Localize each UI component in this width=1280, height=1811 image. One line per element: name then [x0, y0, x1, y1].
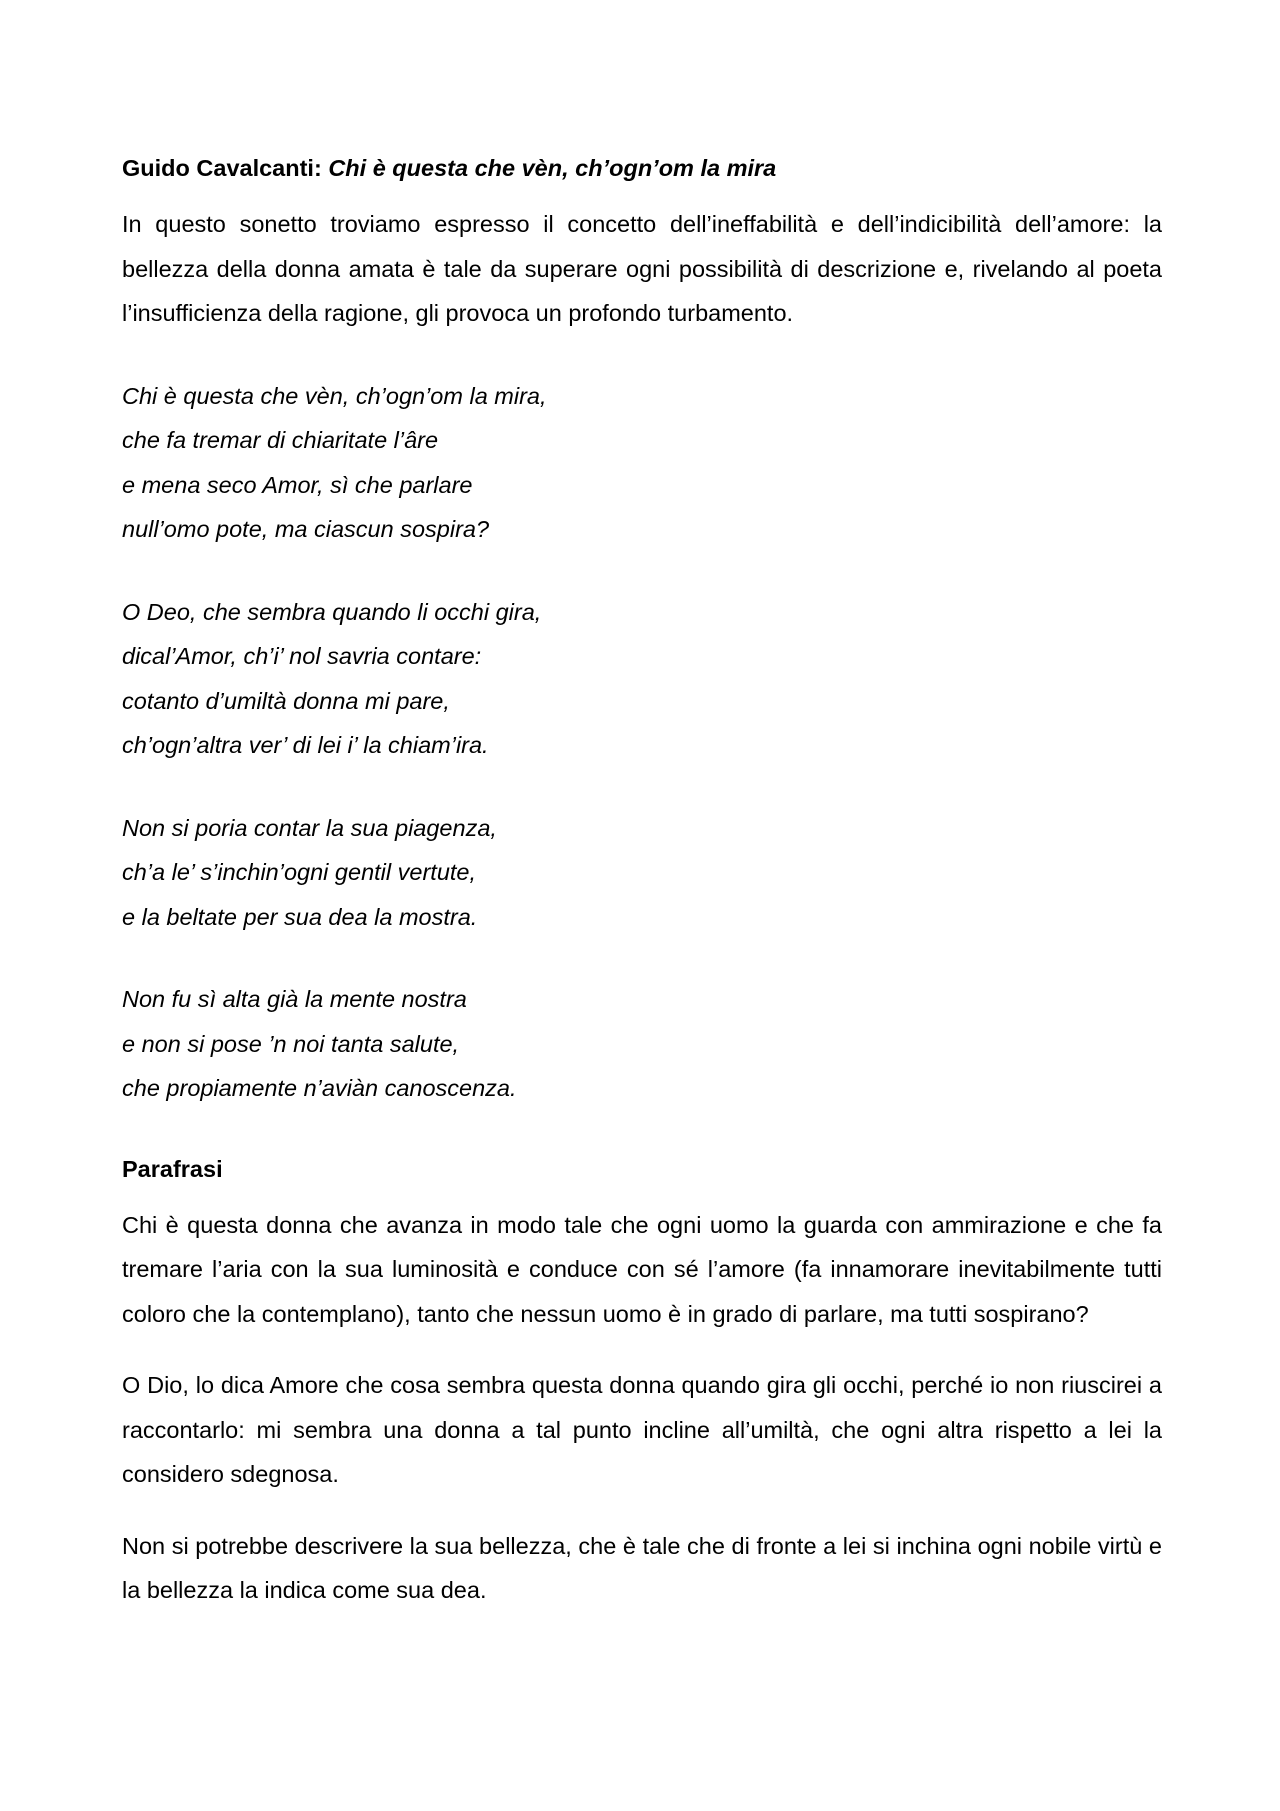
stanza-4	[122, 977, 1162, 1111]
stanza-2	[122, 590, 1162, 768]
verse: ch’a le’ s’inchin’ogni gentil vertute,	[122, 859, 477, 885]
parafrasi-paragraph: Non si potrebbe descrivere la sua bellezza, che è tale che di fronte a lei si inchina ogni nobile virtù e la bellezza la indica come sua dea.	[122, 1532, 1162, 1603]
title-work: Chi è questa che vèn, ch’ogn’om la mira	[328, 155, 777, 181]
verse: cotanto d’umiltà donna mi pare,	[122, 687, 450, 714]
verse: Non fu sì alta già la mente nostra	[122, 986, 467, 1012]
document-title	[122, 148, 1162, 188]
parafrasi-section	[122, 1203, 1162, 1613]
parafrasi-heading: Parafrasi	[122, 1155, 223, 1182]
verse: e non si pose ’n noi tanta salute,	[122, 1030, 460, 1057]
verse: null’omo pote, ma ciascun sospira?	[122, 516, 490, 542]
verse: e mena seco Amor, sì che parlare	[122, 471, 473, 498]
parafrasi-paragraph: O Dio, lo dica Amore che cosa sembra questa donna quando gira gli occhi, perché io non riuscirei a raccontarlo: mi sembra una donna a tal punto incline all’umiltà, che ogni altra rispetto a lei la considero sdegnosa.	[122, 1372, 1162, 1487]
intro-paragraph: In questo sonetto troviamo espresso il concetto dell’ineffabilità e dell’indicibilità dell’amore: la bellezza della donna amata è tale da superare ogni possibilità di descrizione e, rivelando al poeta l’insufficienza della ragione, gli provoca un profondo turbamento.	[122, 211, 1162, 326]
stanza-1	[122, 374, 1162, 552]
document-page	[122, 148, 1162, 1613]
verse: O Deo, che sembra quando li occhi gira,	[122, 598, 542, 625]
verse: dical’Amor, ch’i’ nol savria contare:	[122, 643, 482, 669]
verse: ch’ogn’altra ver’ di lei i’ la chiam’ira.	[122, 732, 489, 758]
verse: che propiamente n’aviàn canoscenza.	[122, 1075, 517, 1101]
verse: Chi è questa che vèn, ch’ogn’om la mira,	[122, 382, 547, 409]
title-author: Guido Cavalcanti:	[122, 155, 322, 181]
verse: e la beltate per sua dea la mostra.	[122, 903, 478, 930]
parafrasi-paragraph: Chi è questa donna che avanza in modo tale che ogni uomo la guarda con ammirazione e che fa tremare l’aria con la sua luminosità e conduce con sé l’amore (fa innamorare inevitabilmente tutti coloro che la contemplano), tanto che nessun uomo è in grado di parlare, ma tutti sospirano?	[122, 1211, 1162, 1327]
poem	[122, 374, 1162, 1111]
stanza-3	[122, 806, 1162, 940]
verse: che fa tremar di chiaritate l’âre	[122, 427, 439, 453]
verse: Non si poria contar la sua piagenza,	[122, 814, 497, 841]
